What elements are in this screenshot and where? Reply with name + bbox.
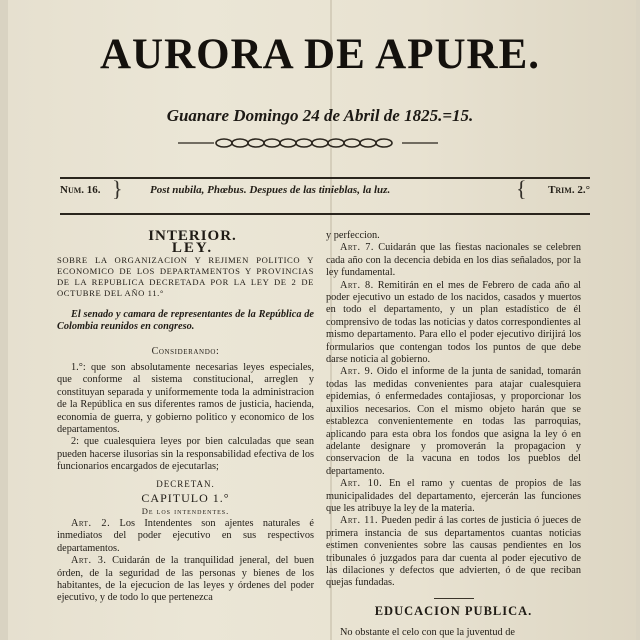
article-8-text: Remitirán en el mes de Febrero de cada año al poder ejecutivo un estado de los nacidos, casados y muertos en todo el departamento, y un plan estadístico de él comprensivo de todas las noticias y datos correspondientes al mismo departamento. Para ello el poder ejecutivo dirijirá los formularios que contengan todos los puntos de que debe darse noticia al gobierno. xyxy=(326,279,581,366)
issue-number: Num. 16. xyxy=(60,184,101,196)
article-7-label: Art. 7. xyxy=(340,242,375,254)
right-column xyxy=(326,230,581,640)
article-3-label: Art. 3. xyxy=(71,555,107,567)
continuation-text: y perfeccion. xyxy=(326,230,380,241)
article-3-text: Cuidarán de la tranquilidad jeneral, del buen órden, de la seguridad de las personas y bienes de los habitantes, de la ejecucion de las leyes y órdenes del poder ejecutivo, y de todo lo que pertenezca xyxy=(57,555,314,604)
article-2-label: Art. 2. xyxy=(71,517,111,529)
left-column xyxy=(57,230,314,605)
article-2 xyxy=(57,518,314,555)
brace-right: { xyxy=(516,176,527,201)
law-title: LEY. xyxy=(171,240,214,257)
education-text: No obstante el celo con que la juventud de xyxy=(340,627,515,639)
article-9 xyxy=(326,366,581,478)
ornamental-rule xyxy=(178,136,438,150)
motto: Post nubila, Phœbus. Despues de las tinieblas, la luz. xyxy=(150,184,391,196)
article-11-label: Art. 11. xyxy=(340,515,379,527)
article-10-text: En el ramo y cuentas de propios de las municipalidades del departamento, ejercerán las funciones que les atribuye la ley de la materia. xyxy=(326,478,581,514)
chapter-heading: CAPITULO 1.° xyxy=(141,491,230,506)
article-8-label: Art. 8. xyxy=(340,279,374,291)
article-11 xyxy=(326,515,581,589)
decretan-heading: DECRETAN. xyxy=(156,478,215,489)
section-divider xyxy=(434,598,474,599)
dateline: Guanare Domingo 24 de Abril de 1825.=15. xyxy=(166,106,474,125)
header-rule-top xyxy=(60,177,590,179)
article-9-text: Oido el informe de la junta de sanidad, tomarán todas las medidas convenientes para atajar cualesquiera epidemias, ó enfermedades contajiosas, y proporcionar los auxilios necesarios. Con el mismo objeto harán que se establezca convenientemente en todas las parroquias, aplicando para esta obra los fondos que asigna la ley ó en adelante designare y promoverán la propagacion y conservacion de la vacuna en todos los pueblos del departamento. xyxy=(326,366,581,477)
article-2-text: Los Intendentes son ajentes naturales é inmediatos del poder ejecutivo en sus respectivos departamentos. xyxy=(57,517,315,554)
enacting-clause: El senado y camara de representantes de la República de Colombia reunidos en congreso. xyxy=(57,308,314,333)
law-subject: SOBRE LA ORGANIZACION Y REJIMEN POLITICO Y ECONOMICO DE LOS DEPARTAMENTOS Y PROVINCIAS DE LA REPUBLICA DECRETADA POR LA LEY DE 2 DE OCTUBRE DEL AÑO 11.° xyxy=(57,254,314,298)
trimester: Trim. 2.° xyxy=(548,184,590,196)
issue-line xyxy=(60,176,590,202)
brace-left: } xyxy=(112,176,123,201)
article-10-label: Art. 10. xyxy=(340,478,383,490)
considerando-heading: Considerando: xyxy=(151,345,220,357)
chapter-subtitle: De los intendentes. xyxy=(141,505,230,516)
article-11-text: Pueden pedir á las cortes de justicia ó jueces de primera instancia de sus departamentos cuantas noticias estimen convenientes sobre las causas pendientes en los tribunales ó juzgados para dar cuenta al poder ejecutivo de las dilaciones y defectos que advierten, ó de que reciban quejas fundadas. xyxy=(326,515,581,589)
recital-2: 2: que cualesquiera leyes por bien calculadas que sean pueden hacerse ilusorias sin la responsabilidad efectiva de los funcionarios encargados de ejecutarlas; xyxy=(57,436,314,473)
education-title: EDUCACION PUBLICA. xyxy=(374,603,533,618)
section-title: INTERIOR. xyxy=(148,228,237,244)
recital-1: 1.°: que son absolutamente necesarias leyes especiales, que conforme al sistema constitucional, arreglen y constituyan separada y uniformemente toda la administracion de la República en sus diferentes ramos de justicia, hacienda, economia de guerra, y gobierno politico y economico de los departamentos. xyxy=(57,362,314,436)
article-10 xyxy=(326,478,581,515)
article-9-label: Art. 9. xyxy=(340,366,374,378)
header-rule-bottom xyxy=(60,213,590,215)
newspaper-masthead: AURORA DE APURE. xyxy=(99,31,541,78)
article-7 xyxy=(326,242,581,279)
article-3 xyxy=(57,555,314,605)
article-7-text: Cuidarán que las fiestas nacionales se celebren cada año con la decencia debida en los dias señalados, por la ley fundamental. xyxy=(326,242,581,279)
article-8 xyxy=(326,280,581,367)
